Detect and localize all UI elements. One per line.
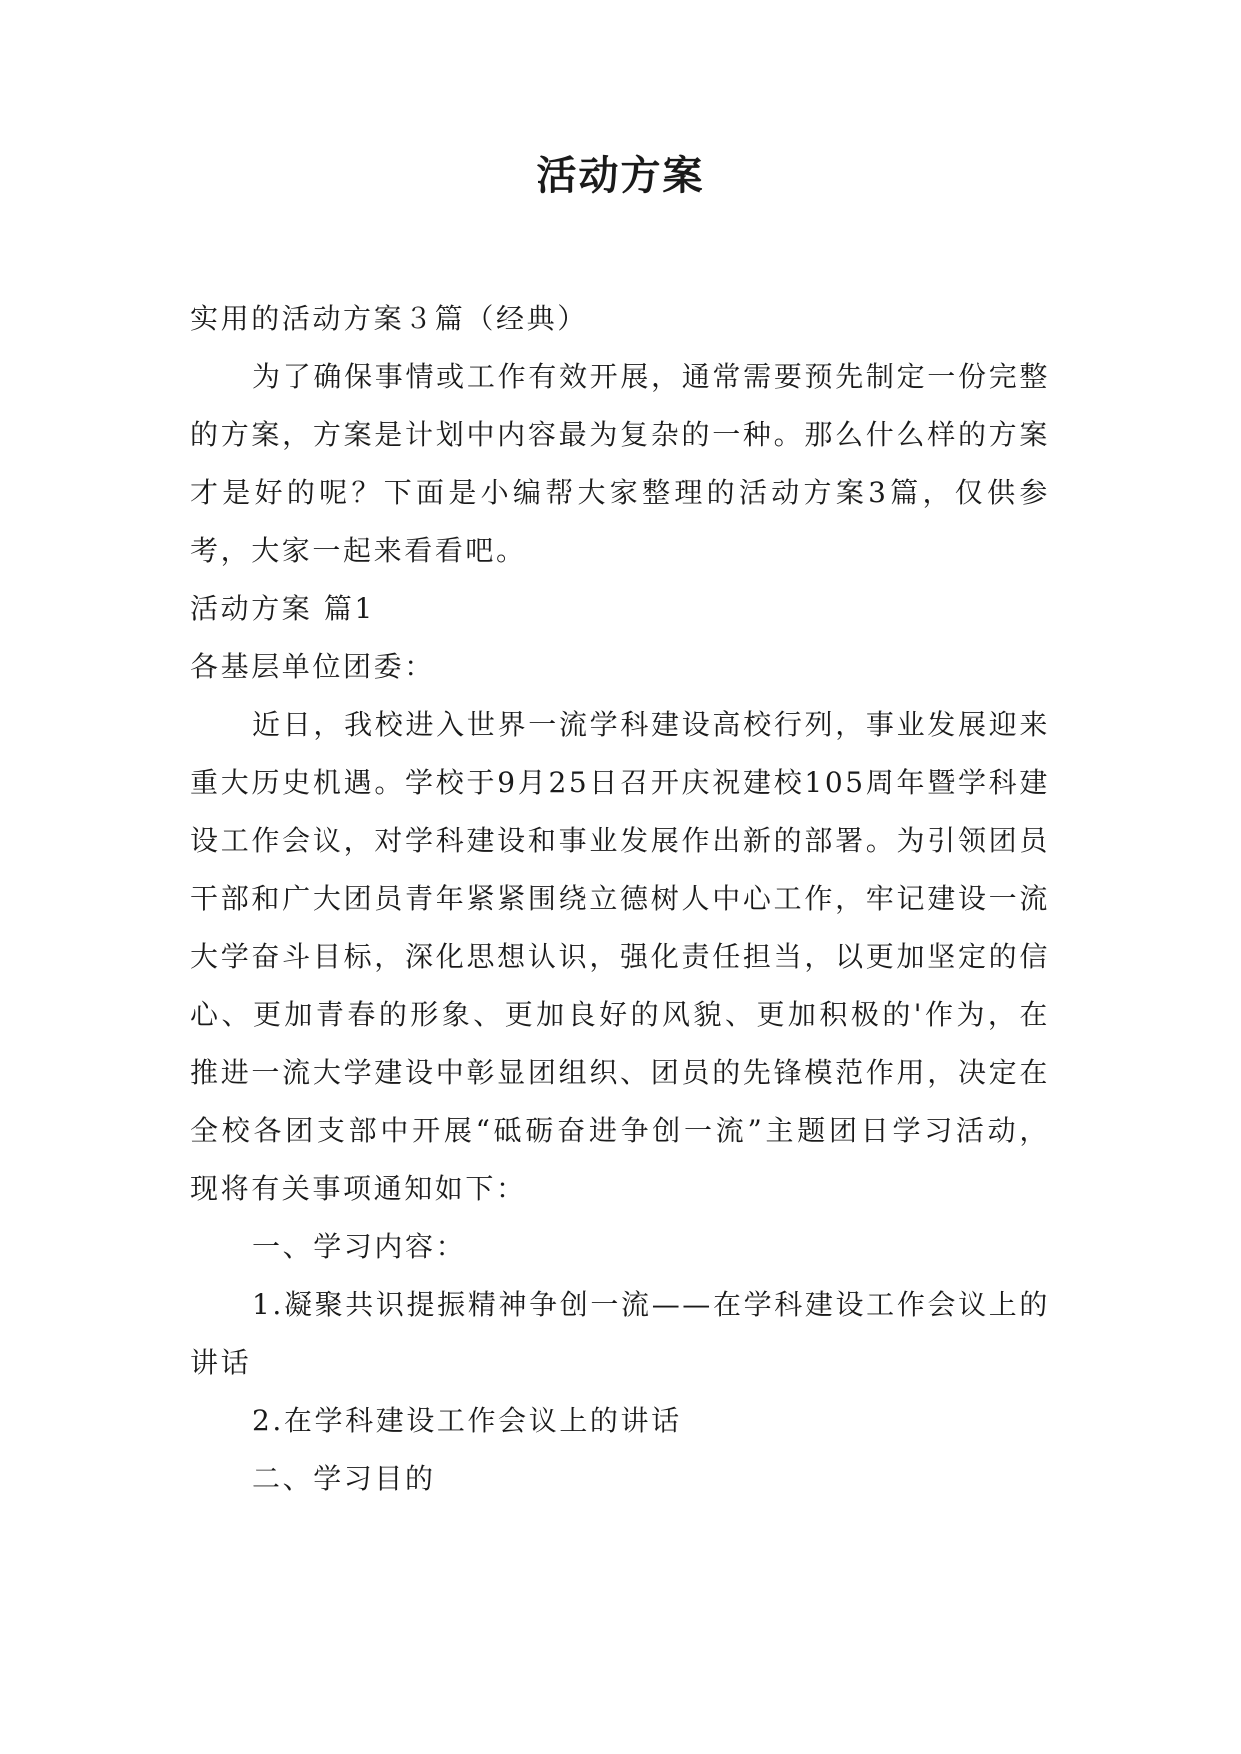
intro-paragraph: 为了确保事情或工作有效开展，通常需要预先制定一份完整的方案，方案是计划中内容最为复杂的一种。那么什么样的方案才是好的呢？下面是小编帮大家整理的活动方案3篇，仅供参考，大家一起来看看吧。 xyxy=(190,360,1050,567)
list-item: 1.凝聚共识提振精神争创一流——在学科建设工作会议上的讲话 xyxy=(190,1288,1050,1379)
document-body xyxy=(190,290,1050,1508)
section-heading: 活动方案 篇1 xyxy=(190,592,375,625)
heading-study-purpose: 二、学习目的 xyxy=(252,1462,436,1495)
document-title: 活动方案 xyxy=(536,153,705,199)
notice-paragraph: 近日，我校进入世界一流学科建设高校行列，事业发展迎来重大历史机遇。学校于9月25日召开庆祝建校105周年暨学科建设工作会议，对学科建设和事业发展作出新的部署。为引领团员干部和广大团员青年紧紧围绕立德树人中心工作，牢记建设一流大学奋斗目标，深化思想认识，强化责任担当，以更加坚定的信心、更加青春的形象、更加良好的风貌、更加积极的'作为，在推进一流大学建设中彰显团组织、团员的先锋模范作用，决定在全校各团支部中开展“砥砺奋进争创一流”主题团日学习活动，现将有关事项通知如下： xyxy=(190,708,1050,1205)
list-item: 2.在学科建设工作会议上的讲话 xyxy=(252,1404,682,1437)
subtitle-line: 实用的活动方案３篇（经典） xyxy=(190,302,588,335)
salutation: 各基层单位团委： xyxy=(190,650,435,683)
heading-study-content: 一、学习内容： xyxy=(252,1230,467,1263)
